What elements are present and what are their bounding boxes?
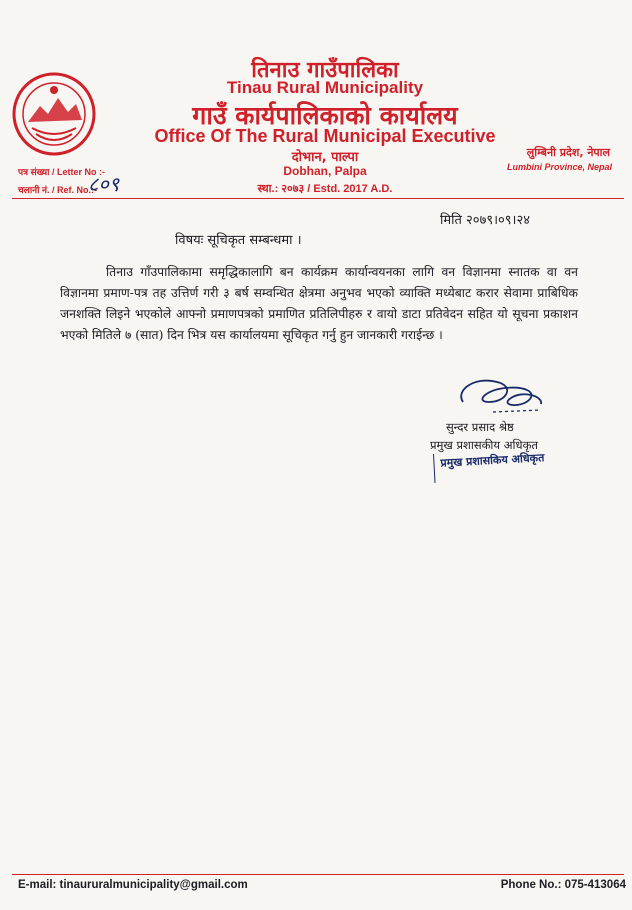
footer-phone: Phone No.: 075-413064 xyxy=(500,879,626,891)
signatory-title: प्रमुख प्रशासकीय अधिकृत xyxy=(430,438,538,452)
office-name-nepali: गाउँ कार्यपालिकाको कार्यालय xyxy=(192,101,458,130)
nepal-emblem-icon xyxy=(10,70,98,158)
letter-date: मिति २०७९।०९।२४ xyxy=(440,213,530,228)
province-nepali: लुम्बिनी प्रदेश, नेपाल xyxy=(526,146,610,159)
address-nepali: दोभान, पाल्पा xyxy=(291,150,359,165)
letter-subject: विषयः सूचिकृत सम्बन्धमा । xyxy=(175,233,302,248)
official-stamp: प्रमुख प्रशासकिय अधिकृत xyxy=(433,448,545,483)
header-divider xyxy=(12,198,624,199)
established-date: स्था.: २०७३ / Estd. 2017 A.D. xyxy=(257,183,393,195)
office-name-english: Office Of The Rural Municipal Executive xyxy=(154,126,496,146)
letter-number-label: पत्र संख्या / Letter No :- xyxy=(18,167,105,177)
reference-number-label: चलानी नं. / Ref. No.:- xyxy=(18,185,97,195)
municipality-name-nepali: तिनाउ गाउँपालिका xyxy=(251,58,399,83)
letter-body: तिनाउ गाँउपालिकामा समृद्धिकालागि बन कार्यक्रम कार्यान्वयनका लागि वन विज्ञानमा स्नातक वा वन विज्ञानमा प्रमाण-पत्र तह उत्तिर्ण गरी ३ बर्ष सम्वन्धित क्षेत्रमा अनुभव भएको व्याक्ति मध्येबाट करार सेवामा प्राबिधिक जनशक्ति लिइने भएकोले आफ्नो प्रमाणपत्रको प्रमाणित प्रतिलिपीहरु र वायो डाटा प्रतिवेदन सहित यो सूचना प्रकाशन भएको मितिले ७ (सात) दिन भित्र यस कार्यालयमा सूचिकृत गर्नु हुन जानकारी गराईन्छ । xyxy=(60,265,578,342)
reference-number-handwritten: ८०९ xyxy=(88,172,120,196)
address-english: Dobhan, Palpa xyxy=(283,164,367,178)
signature-icon xyxy=(445,372,555,418)
province-english: Lumbini Province, Nepal xyxy=(506,162,612,172)
signatory-name: सुन्दर प्रसाद श्रेष्ठ xyxy=(446,420,514,434)
footer-email: E-mail: tinaururalmunicipality@gmail.com xyxy=(18,879,248,891)
municipality-name-english: Tinau Rural Municipality xyxy=(226,78,424,97)
footer-divider xyxy=(12,874,624,875)
